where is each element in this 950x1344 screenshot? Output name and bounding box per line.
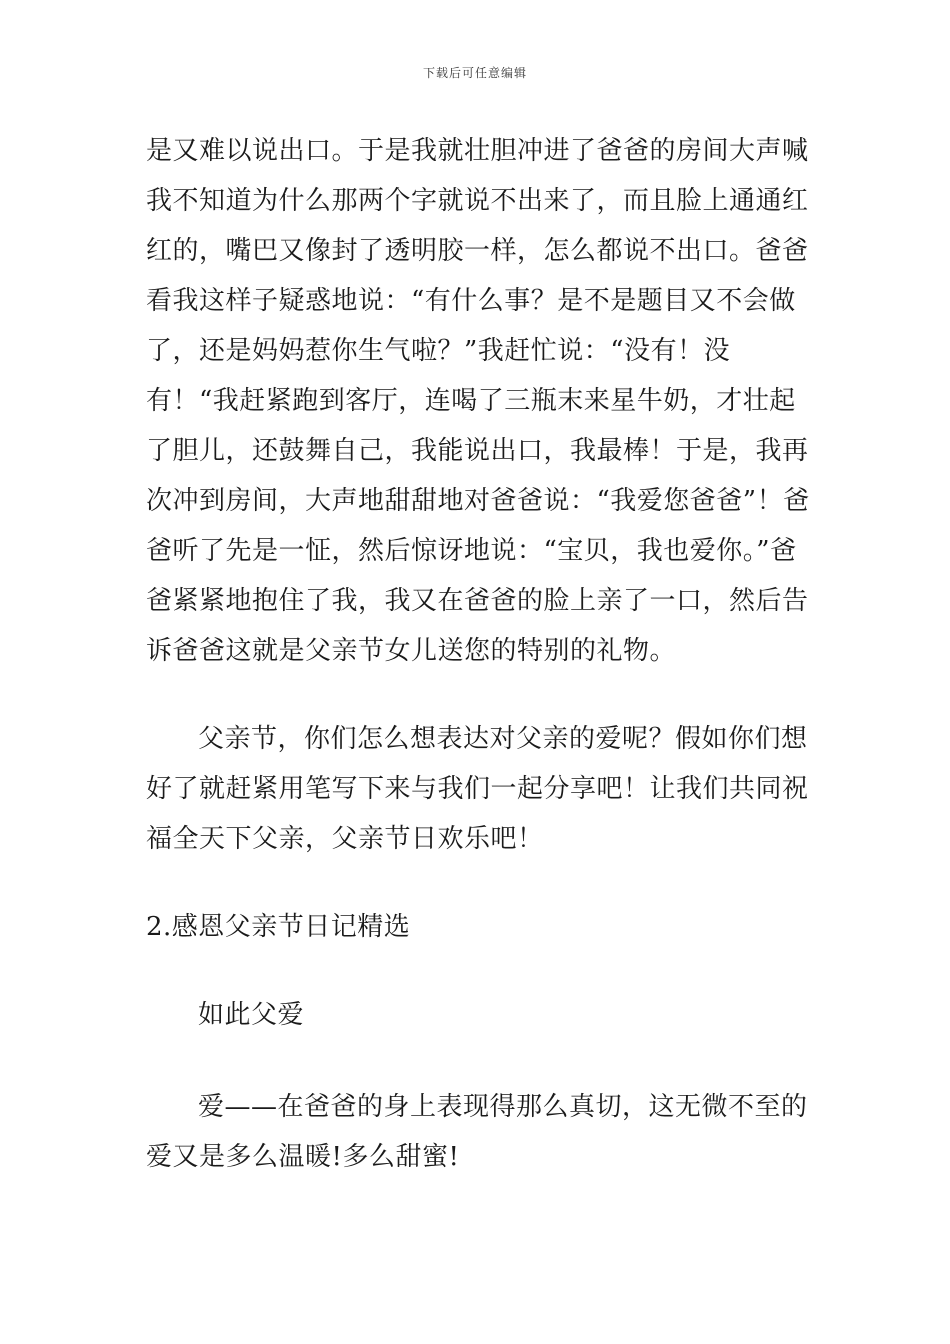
paragraph-spacer (146, 864, 810, 902)
page-header: 下载后可任意编辑 (422, 66, 527, 80)
paragraph-spacer (146, 1040, 810, 1082)
paragraph-spacer (146, 676, 810, 714)
paragraph-story-continuation: 是又难以说出口。于是我就壮胆冲进了爸爸的房间大声喊我不知道为什么那两个字就说不出来了，而且脸上通通红红的，嘴巴又像封了透明胶一样，怎么都说不出口。爸爸看我这样子疑惑地说：“有什么事？是不是题目又不会做了，还是妈妈惹你生气啦？”我赶忙说：“没有！没有！“我赶紧跑到客厅，连喝了三瓶末来星牛奶，才壮起了胆儿，还鼓舞自己，我能说出口，我最棒！于是，我再次冲到房间，大声地甜甜地对爸爸说：“我爱您爸爸”！爸爸听了先是一怔，然后惊讶地说：“宝贝，我也爱你。”爸爸紧紧地抱住了我，我又在爸爸的脸上亲了一口，然后告诉爸爸这就是父亲节女儿送您的特别的礼物。 (146, 136, 810, 666)
paragraph-spacer (146, 952, 810, 990)
essay-subtitle: 如此父爱 (198, 1000, 305, 1030)
document-body (146, 126, 810, 1182)
paragraph-fathers-day-invitation: 父亲节，你们怎么想表达对父亲的爱呢？假如你们想好了就赶紧用笔写下来与我们一起分享吧！让我们共同祝福全天下父亲，父亲节日欢乐吧！ (146, 724, 809, 854)
section-heading: 2.感恩父亲节日记精选 (146, 912, 411, 942)
paragraph-father-love: 爱——在爸爸的身上表现得那么真切，这无微不至的爱又是多么温暖!多么甜蜜! (146, 1092, 808, 1172)
